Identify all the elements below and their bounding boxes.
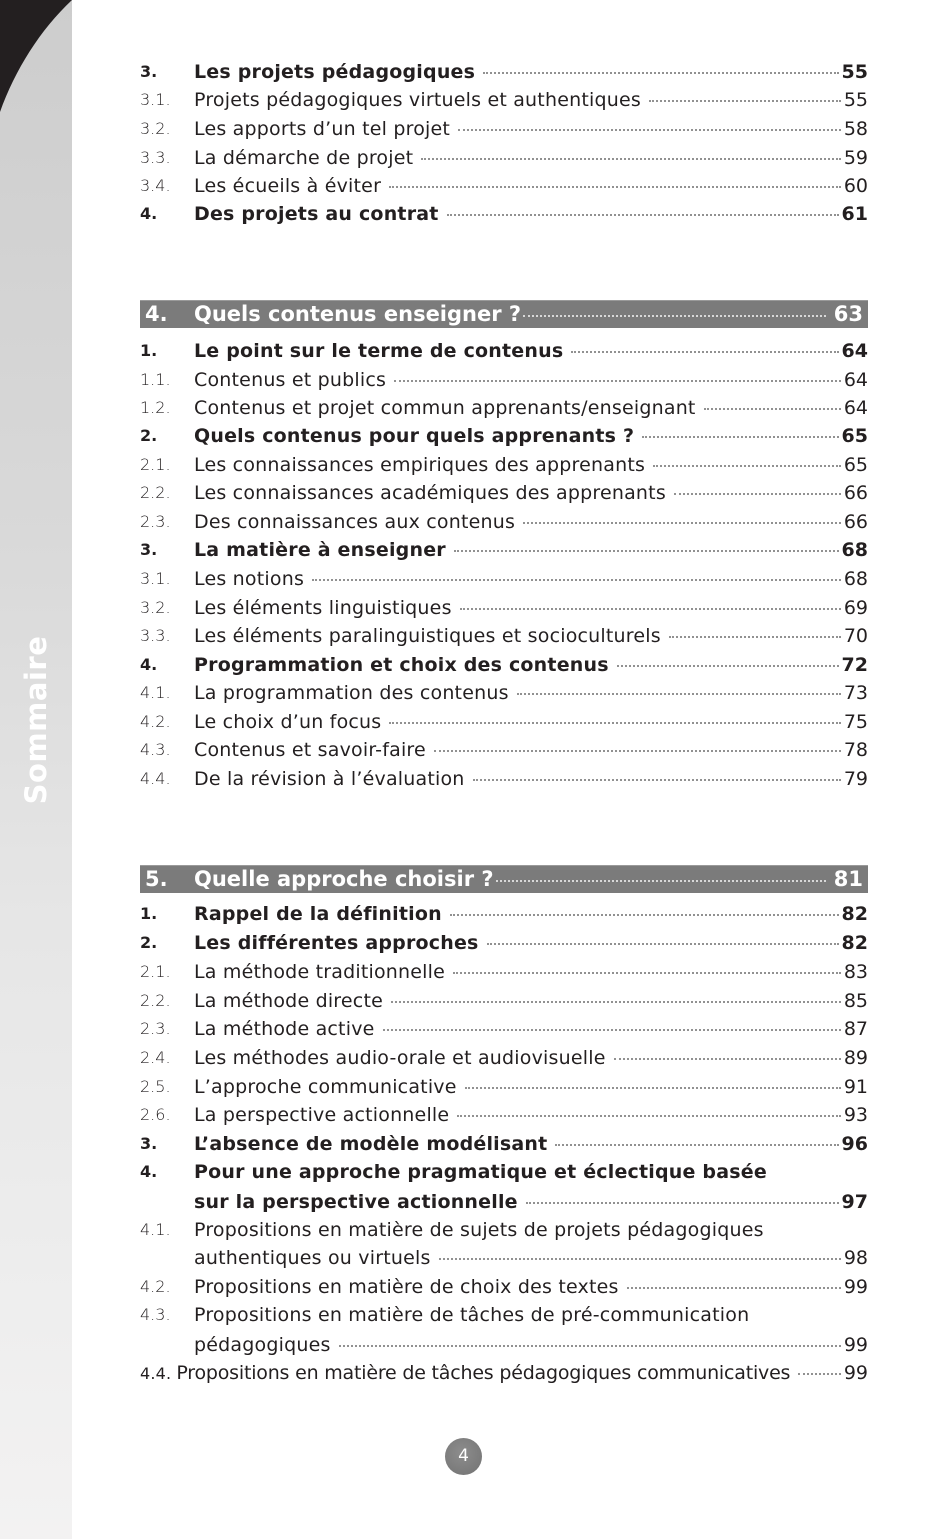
dot-leader [383,1028,841,1031]
entry-page: 61 [841,203,868,225]
entry-title-line-2: authentiques ou virtuels [194,1247,431,1269]
toc-entry[interactable] [140,565,868,593]
dot-leader [453,971,841,974]
entry-title: De la révision à l’évaluation [194,768,465,790]
toc-entry[interactable] [140,1130,868,1158]
entry-title: Programmation et choix des contenus [194,654,609,676]
chapter-title: Quels contenus enseigner ? [194,302,522,326]
dot-leader [454,549,839,552]
entry-title: L’approche communicative [194,1076,457,1098]
dot-leader [389,721,840,724]
entry-number: 1.2. [140,398,171,417]
toc-entry[interactable] [140,765,868,793]
entry-page: 69 [843,597,868,619]
entry-number: 4. [140,1162,158,1181]
toc-entry[interactable] [140,622,868,650]
entry-title: Le point sur le terme de contenus [194,340,564,362]
dot-leader [674,492,841,495]
chapter-title: Quelle approche choisir ? [194,867,494,891]
entry-title: Les éléments paralinguistiques et socioculturels [194,625,661,647]
entry-title: Les éléments linguistiques [194,597,452,619]
entry-title-line-1: Pour une approche pragmatique et éclectique basée [194,1161,767,1183]
dot-leader [523,521,841,524]
entry-number: 1.1. [140,370,171,389]
entry-title: Les écueils à éviter [194,175,382,197]
dot-leader [458,128,841,131]
entry-number: 4.3. [140,740,171,759]
entry-number: 3. [140,540,158,559]
dot-leader [798,1372,841,1375]
entry-title: Quels contenus pour quels apprenants ? [194,425,635,447]
entry-number: 4.1. [140,683,171,702]
entry-title: Des connaissances aux contenus [194,511,516,533]
dot-leader [669,635,841,638]
entry-title: La matière à enseigner [194,539,446,561]
entry-number: 3.1. [140,569,171,588]
page-number-badge: 4 [445,1438,482,1475]
dot-leader [439,1257,841,1260]
entry-page: 98 [843,1247,868,1269]
entry-number: 2.2. [140,991,171,1010]
entry-title: Les connaissances académiques des apprenants [194,482,666,504]
entry-page: 68 [841,539,868,561]
entry-title: Les méthodes audio-orale et audiovisuelle [194,1047,606,1069]
entry-page: 75 [843,711,868,733]
entry-number: 3.3. [140,626,171,645]
entry-page: 79 [843,768,868,790]
dot-leader [487,942,839,945]
entry-page: 82 [841,903,868,925]
entry-number: 2. [140,426,158,445]
entry-number: 4.3. [140,1305,171,1324]
entry-page: 78 [843,739,868,761]
dot-leader [555,1143,838,1146]
entry-page: 72 [841,654,868,676]
sidebar-section-label: Sommaire [19,635,53,805]
chapter-number: 5. [145,867,168,891]
entry-page: 66 [843,482,868,504]
entry-number: 4. [140,655,158,674]
entry-page: 59 [843,147,868,169]
toc-entry[interactable] [140,115,868,143]
entry-number: 3. [140,62,158,81]
dot-leader [391,1000,841,1003]
entry-number: 3.3. [140,148,171,167]
entry-number: 3.1. [140,90,171,109]
toc-entry[interactable] [140,479,868,507]
entry-title: Les connaissances empiriques des apprenants [194,454,646,476]
entry-page: 91 [843,1076,868,1098]
entry-title-line-2: pédagogiques [194,1334,331,1356]
toc-entry[interactable] [140,736,868,764]
toc-entry[interactable] [140,958,868,986]
chapter-number: 4. [145,302,168,326]
chapter-4-heading[interactable] [140,300,868,328]
toc-entry[interactable] [140,594,868,622]
toc-entry[interactable] [140,987,868,1015]
dot-leader [649,99,841,102]
sidebar [0,0,72,1539]
entry-number: 3.2. [140,598,171,617]
entry-page: 60 [843,175,868,197]
entry-page: 73 [843,682,868,704]
entry-title: La perspective actionnelle [194,1104,450,1126]
entry-page: 65 [841,425,868,447]
toc-entry[interactable] [140,1073,868,1101]
toc-entry[interactable] [140,58,868,86]
dot-leader [457,1114,841,1117]
dot-leader [627,1286,841,1289]
entry-title: Rappel de la définition [194,903,442,925]
toc-entry[interactable] [140,536,868,564]
entry-number: 4.4. [140,769,171,788]
entry-number: 2.5. [140,1077,171,1096]
entry-page: 64 [843,369,868,391]
entry-number: 4. [140,204,158,223]
toc-entry[interactable] [140,708,868,736]
toc-entry[interactable] [140,651,868,679]
toc-entry-continuation[interactable] [140,1244,868,1272]
entry-number: 2.1. [140,962,171,981]
entry-title: Les notions [194,568,305,590]
entry-page: 93 [843,1104,868,1126]
entry-title: L’absence de modèle modélisant [194,1133,548,1155]
entry-page: 83 [843,961,868,983]
toc-entry[interactable] [140,929,868,957]
entry-title: La méthode active [194,1018,375,1040]
toc-entry-continuation[interactable] [140,1331,868,1359]
entry-number: 1. [140,904,158,923]
dot-leader [394,379,841,382]
dot-leader [434,749,841,752]
entry-page: 97 [841,1191,868,1213]
toc-entry[interactable] [140,1101,868,1129]
entry-number: 4.4. [140,1364,172,1383]
entry-title: Contenus et publics [194,369,387,391]
toc-entry[interactable] [140,679,868,707]
dot-leader [389,185,841,188]
entry-page: 64 [841,340,868,362]
dot-leader [523,314,826,317]
entry-number: 4.2. [140,1277,171,1296]
dot-leader [526,1201,839,1204]
entry-page: 82 [841,932,868,954]
toc-entry[interactable] [140,86,868,114]
entry-title: Les apports d’un tel projet [194,118,451,140]
dot-leader [642,435,838,438]
toc-entry[interactable] [140,337,868,365]
entry-page: 55 [843,89,868,111]
entry-page: 65 [843,454,868,476]
entry-number: 2.3. [140,512,171,531]
dot-leader [704,407,841,410]
chapter-page: 81 [833,867,863,891]
chapter-5-heading[interactable] [140,865,868,893]
dot-leader [614,1057,841,1060]
dot-leader [312,578,841,581]
entry-page: 66 [843,511,868,533]
entry-page: 68 [843,568,868,590]
entry-title: Les différentes approches [194,932,479,954]
entry-page: 64 [843,397,868,419]
entry-title: Contenus et savoir-faire [194,739,426,761]
corner-swoosh-icon [0,0,72,120]
entry-title: Propositions en matière de tâches pédagogiques communicatives [176,1362,791,1384]
dot-leader [339,1344,841,1347]
toc-entry[interactable] [140,422,868,450]
dot-leader [496,879,826,882]
toc-entry[interactable] [140,172,868,200]
toc-entry[interactable] [140,1359,868,1387]
entry-page: 99 [843,1276,868,1298]
entry-number: 2.6. [140,1105,171,1124]
entry-number: 1. [140,341,158,360]
toc-entry[interactable] [140,144,868,172]
entry-number: 2. [140,933,158,952]
toc-entry[interactable] [140,394,868,422]
entry-title: Propositions en matière de choix des textes [194,1276,619,1298]
entry-title: Contenus et projet commun apprenants/enseignant [194,397,696,419]
entry-page: 99 [843,1334,868,1356]
chapter-page: 63 [833,302,863,326]
toc-entry[interactable] [140,451,868,479]
entry-number: 2.4. [140,1048,171,1067]
entry-title: La démarche de projet [194,147,414,169]
entry-title-line-1: Propositions en matière de tâches de pré-communication [194,1304,750,1326]
entry-title-line-2: sur la perspective actionnelle [194,1191,518,1213]
entry-number: 3. [140,1134,158,1153]
dot-leader [447,213,839,216]
dot-leader [617,664,839,667]
entry-page: 87 [843,1018,868,1040]
dot-leader [421,157,841,160]
toc-entry[interactable] [140,1216,868,1244]
toc-entry[interactable] [140,900,868,928]
toc-entry[interactable] [140,1301,868,1329]
entry-title: Des projets au contrat [194,203,439,225]
entry-page: 85 [843,990,868,1012]
toc-entry[interactable] [140,508,868,536]
dot-leader [517,692,841,695]
entry-page: 58 [843,118,868,140]
entry-title-line-1: Propositions en matière de sujets de projets pédagogiques [194,1219,764,1241]
toc-entry[interactable] [140,1273,868,1301]
entry-number: 2.2. [140,483,171,502]
entry-number: 2.1. [140,455,171,474]
entry-page: 70 [843,625,868,647]
entry-page: 55 [841,61,868,83]
dot-leader [653,464,841,467]
toc-entry-continuation[interactable] [140,1188,868,1216]
entry-number: 3.2. [140,119,171,138]
toc-entry[interactable] [140,1158,868,1186]
entry-title: Le choix d’un focus [194,711,382,733]
entry-title: Projets pédagogiques virtuels et authentiques [194,89,641,111]
entry-page: 89 [843,1047,868,1069]
dot-leader [465,1086,841,1089]
entry-number: 3.4. [140,176,171,195]
toc-entry[interactable] [140,1044,868,1072]
dot-leader [460,607,841,610]
toc-entry[interactable] [140,1015,868,1043]
toc-entry[interactable] [140,200,868,228]
entry-page: 99 [843,1362,868,1384]
entry-page: 96 [841,1133,868,1155]
dot-leader [450,913,839,916]
entry-number: 4.2. [140,712,171,731]
entry-title: La programmation des contenus [194,682,509,704]
dot-leader [571,350,838,353]
entry-title: La méthode traditionnelle [194,961,445,983]
toc-entry[interactable] [140,366,868,394]
entry-title: La méthode directe [194,990,383,1012]
dot-leader [473,778,841,781]
entry-title: Les projets pédagogiques [194,61,476,83]
entry-number: 4.1. [140,1220,171,1239]
dot-leader [483,71,838,74]
entry-number: 2.3. [140,1019,171,1038]
